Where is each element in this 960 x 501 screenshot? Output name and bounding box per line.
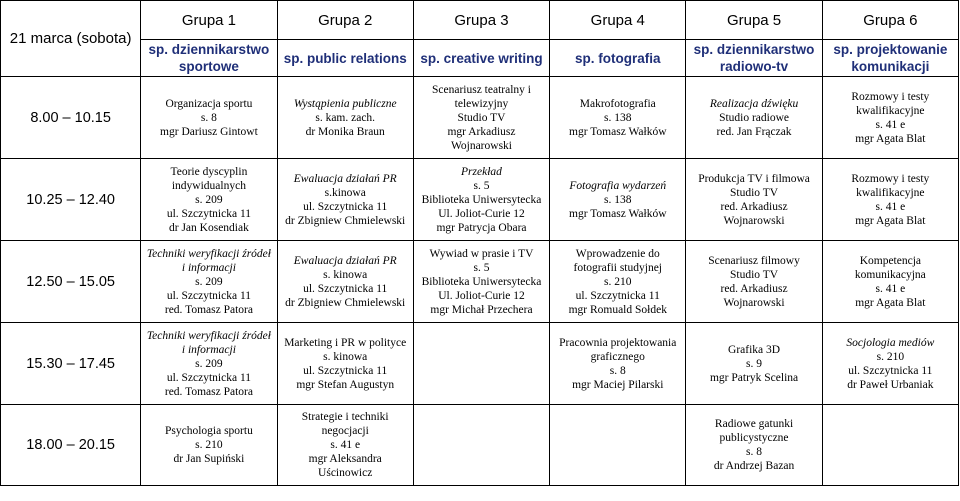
class-detail: Biblioteka Uniwersytecka: [421, 193, 542, 206]
time-slot-row: [1, 159, 959, 241]
empty-class-cell: [413, 323, 549, 405]
time-slot-label: 18.00 – 20.15: [1, 405, 141, 486]
class-cell: [686, 323, 822, 405]
class-detail: Ul. Joliot-Curie 12: [438, 289, 525, 302]
class-title: Psychologia sportu: [164, 425, 253, 437]
time-slot-label: 12.50 – 15.05: [1, 241, 141, 323]
class-cell: [550, 159, 686, 241]
class-cell: [550, 241, 686, 323]
class-cell: [686, 77, 822, 159]
class-detail: Studio TV: [730, 268, 779, 281]
group-header-row: [1, 1, 959, 40]
class-cell: [413, 159, 549, 241]
class-detail: dr Paweł Urbaniak: [847, 378, 934, 391]
class-cell: [141, 323, 277, 405]
class-detail: mgr Romuald Sołdek: [568, 303, 667, 316]
class-title: Scenariusz teatralny i telewizyjny: [431, 83, 531, 110]
class-cell: [822, 241, 958, 323]
time-slot-row: [1, 241, 959, 323]
class-detail: dr Jan Kosendiak: [169, 221, 249, 234]
class-detail: s. kam. zach.: [315, 111, 376, 124]
class-title: Organizacja sportu: [165, 97, 253, 110]
specialization-label: sp. dziennikarstwo sportowe: [141, 40, 277, 77]
class-detail: mgr Patryk Scelina: [709, 371, 799, 384]
class-detail: s. 5: [473, 261, 490, 274]
group-name: Grupa 2: [277, 1, 413, 40]
class-detail: red. Arkadiusz: [720, 282, 788, 295]
class-detail: ul. Szczytnicka 11: [166, 207, 252, 220]
class-title: Pracownia projektowania graficznego: [559, 336, 677, 363]
class-detail: mgr Stefan Augustyn: [296, 378, 395, 391]
class-title: Wprowadzenie do fotografii studyjnej: [573, 247, 662, 274]
class-title: Realizacja dźwięku: [709, 97, 799, 110]
time-slot-label: 8.00 – 10.15: [1, 77, 141, 159]
class-cell: [277, 405, 413, 486]
class-detail: red. Tomasz Patora: [164, 385, 253, 398]
group-name: Grupa 3: [413, 1, 549, 40]
class-cell: [686, 241, 822, 323]
class-detail: s. 9: [746, 357, 763, 370]
class-detail: s. 41 e: [875, 118, 906, 131]
class-detail: dr Andrzej Bazan: [713, 460, 795, 472]
class-cell: [822, 323, 958, 405]
class-detail: Wojnarowski: [723, 214, 785, 227]
class-detail: s. 8: [200, 111, 217, 124]
class-title: Rozmowy i testy kwalifikacyjne: [851, 172, 930, 199]
specialization-label: sp. projektowanie komunikacji: [822, 40, 958, 77]
class-detail: ul. Szczytnicka 11: [166, 289, 252, 302]
class-detail: s. kinowa: [323, 350, 368, 363]
class-detail: i informacji: [181, 343, 236, 356]
class-detail: mgr Patrycja Obara: [436, 221, 527, 234]
class-detail: mgr Agata Blat: [855, 132, 926, 145]
class-cell: [277, 77, 413, 159]
class-cell: [686, 159, 822, 241]
class-title: Fotografia wydarzeń: [569, 179, 667, 192]
class-cell: [822, 77, 958, 159]
class-detail: mgr Tomasz Wałków: [569, 125, 667, 138]
class-detail: mgr Maciej Pilarski: [572, 378, 664, 391]
class-detail: ul. Szczytnicka 11: [303, 200, 388, 213]
class-cell: [413, 241, 549, 323]
time-slot-row: [1, 405, 959, 486]
class-title: Techniki weryfikacji źródeł: [146, 329, 271, 342]
class-detail: mgr Tomasz Wałków: [569, 207, 667, 220]
class-detail: Ul. Joliot-Curie 12: [438, 207, 525, 220]
empty-class-cell: [550, 405, 686, 486]
group-name: Grupa 1: [141, 1, 277, 40]
class-title: Wystąpienia publiczne: [293, 97, 397, 110]
class-detail: s. 210: [195, 439, 223, 451]
class-title: Scenariusz filmowy: [708, 254, 800, 267]
class-cell: [141, 241, 277, 323]
group-name: Grupa 4: [550, 1, 686, 40]
class-cell: [822, 159, 958, 241]
class-detail: s. 41 e: [875, 200, 906, 213]
class-title: Marketing i PR w polityce: [284, 336, 407, 349]
class-detail: s. kinowa: [323, 268, 368, 281]
class-detail: Uścinowicz: [318, 467, 373, 479]
class-detail: red. Arkadiusz: [720, 200, 788, 213]
class-detail: i informacji: [181, 261, 236, 274]
class-title: Ewaluacja działań PR: [293, 254, 397, 267]
class-detail: mgr Agata Blat: [855, 296, 926, 309]
class-detail: Studio radiowe: [719, 111, 790, 124]
class-detail: s. 209: [195, 357, 223, 370]
class-detail: mgr Dariusz Gintowt: [160, 125, 258, 138]
class-detail: red. Jan Frączak: [716, 125, 792, 138]
class-detail: ul. Szczytnicka 11: [166, 371, 252, 384]
class-title: Teorie dyscyplin indywidualnych: [170, 165, 248, 192]
class-detail: s.kinowa: [324, 186, 366, 199]
class-title: Rozmowy i testy kwalifikacyjne: [851, 90, 930, 117]
class-detail: Studio TV: [730, 186, 779, 199]
class-detail: Wojnarowski: [723, 296, 785, 309]
class-cell: [141, 77, 277, 159]
group-name: Grupa 6: [822, 1, 958, 40]
class-detail: s. 209: [195, 193, 223, 206]
specialization-label: sp. public relations: [277, 40, 413, 77]
class-detail: Biblioteka Uniwersytecka: [421, 275, 542, 288]
schedule-date: 21 marca (sobota): [1, 1, 141, 77]
class-title: Grafika 3D: [728, 343, 781, 356]
class-title: Makrofotografia: [579, 97, 656, 110]
class-detail: dr Monika Braun: [305, 125, 385, 138]
class-detail: ul. Szczytnicka 11: [575, 289, 660, 302]
group-name: Grupa 5: [686, 1, 822, 40]
specialization-label: sp. creative writing: [413, 40, 549, 77]
class-detail: mgr Agata Blat: [855, 214, 926, 227]
class-detail: Wojnarowski: [450, 139, 512, 152]
class-detail: ul. Szczytnicka 11: [303, 364, 388, 377]
class-title: Produkcja TV i filmowa: [698, 172, 810, 185]
class-detail: ul. Szczytnicka 11: [303, 282, 388, 295]
class-cell: [686, 405, 822, 486]
time-slot-row: [1, 323, 959, 405]
specialization-label: sp. dziennikarstwo radiowo-tv: [686, 40, 822, 77]
class-cell: [550, 77, 686, 159]
class-cell: [277, 241, 413, 323]
class-detail: s. 8: [746, 446, 763, 458]
class-detail: dr Zbigniew Chmielewski: [285, 214, 406, 227]
class-detail: s. 8: [609, 364, 626, 377]
class-detail: s. 41 e: [330, 439, 361, 451]
class-detail: s. 138: [604, 111, 632, 124]
class-cell: [141, 405, 277, 486]
class-title: Kompetencja komunikacyjna: [854, 254, 926, 281]
class-title: Radiowe gatunki publicystyczne: [714, 418, 794, 444]
empty-class-cell: [413, 405, 549, 486]
class-detail: s. 138: [604, 193, 632, 206]
class-detail: s. 209: [195, 275, 223, 288]
class-title: Socjologia mediów: [846, 336, 935, 349]
specialization-row: [1, 40, 959, 77]
class-detail: s. 41 e: [875, 282, 906, 295]
class-detail: s. 210: [876, 350, 905, 363]
time-slot-label: 10.25 – 12.40: [1, 159, 141, 241]
class-cell: [413, 77, 549, 159]
class-title: Wywiad w prasie i TV: [429, 247, 534, 260]
class-detail: mgr Michał Przechera: [430, 303, 533, 316]
class-detail: s. 210: [604, 275, 632, 288]
class-detail: red. Tomasz Patora: [164, 303, 253, 316]
class-detail: ul. Szczytnicka 11: [848, 364, 933, 377]
class-title: Techniki weryfikacji źródeł: [146, 247, 271, 260]
class-title: Ewaluacja działań PR: [293, 172, 397, 185]
empty-class-cell: [822, 405, 958, 486]
class-detail: s. 5: [473, 179, 490, 192]
time-slot-label: 15.30 – 17.45: [1, 323, 141, 405]
class-detail: dr Zbigniew Chmielewski: [285, 296, 406, 309]
class-cell: [277, 323, 413, 405]
time-slot-row: [1, 77, 959, 159]
class-detail: dr Jan Supiński: [173, 453, 245, 465]
class-detail: Studio TV: [457, 111, 506, 124]
class-detail: mgr Arkadiusz: [447, 125, 516, 138]
class-cell: [277, 159, 413, 241]
class-cell: [141, 159, 277, 241]
specialization-label: sp. fotografia: [550, 40, 686, 77]
class-title: Przekład: [461, 165, 502, 178]
class-title: Strategie i techniki negocjacji: [301, 411, 389, 437]
class-detail: mgr Aleksandra: [308, 453, 382, 465]
class-cell: [550, 323, 686, 405]
